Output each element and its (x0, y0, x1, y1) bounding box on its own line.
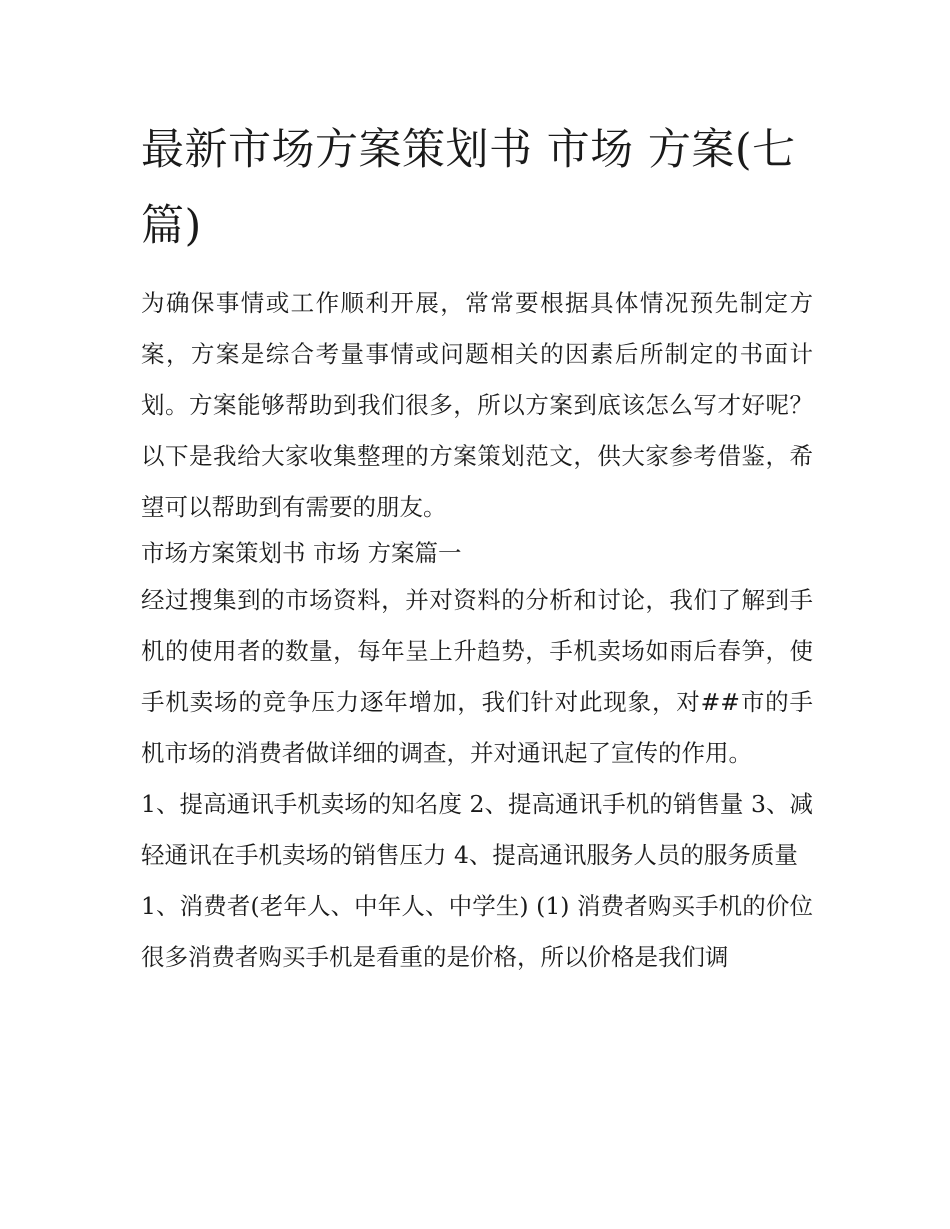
section-heading: 市场方案策划书 市场 方案篇一 (141, 539, 462, 567)
consumers-paragraph: 1、消费者(老年人、中年人、中学生) (1) 消费者购买手机的价位 很多消费者购买手机是看重的是价格，所以价格是我们调 (141, 892, 813, 971)
intro-paragraph: 为确保事情或工作顺利开展，常常要根据具体情况预先制定方案，方案是综合考量事情或问题相关的因素后所制定的书面计划。方案能够帮助到我们很多，所以方案到底该怎么写才好呢？以下是我给大家收集整理的方案策划范文，供大家参考借鉴，希望可以帮助到有需要的朋友。 (141, 289, 813, 521)
document-title: 最新市场方案策划书 市场 方案(七篇) (141, 125, 796, 251)
background-paragraph: 经过搜集到的市场资料，并对资料的分析和讨论，我们了解到手机的使用者的数量，每年呈上升趋势，手机卖场如雨后春笋，使手机卖场的竞争压力逐年增加，我们针对此现象，对##市的手机市场的消费者做详细的调查，并对通讯起了宣传的作用。 (141, 586, 813, 767)
goals-paragraph: 1、提高通讯手机卖场的知名度 2、提高通讯手机的销售量 3、减轻通讯在手机卖场的销售压力 4、提高通讯服务人员的服务质量 (141, 790, 813, 869)
document-body (141, 112, 813, 983)
